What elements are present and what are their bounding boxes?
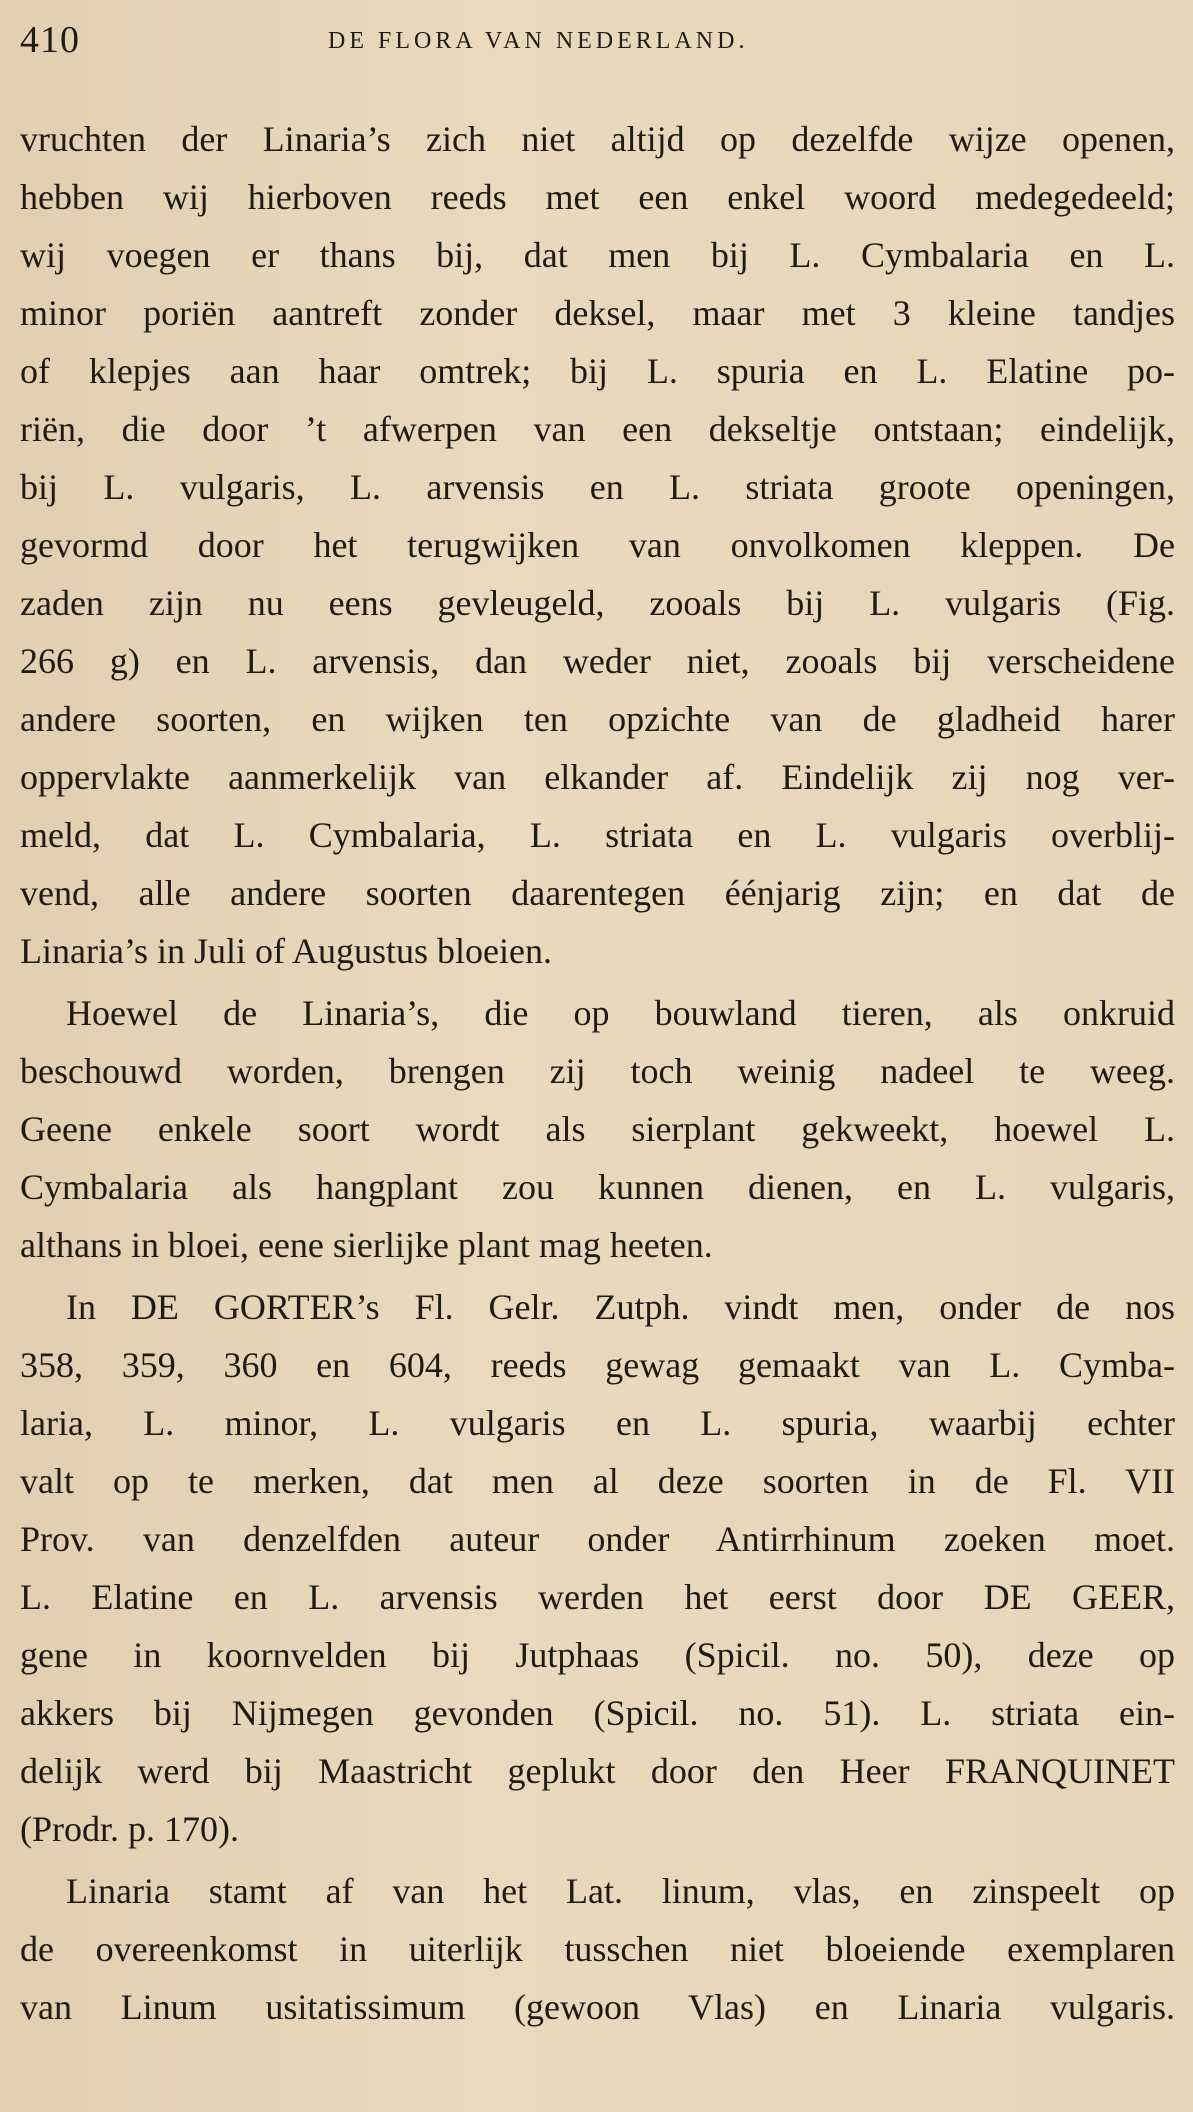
text-line: minor poriën aantreft zonder deksel, maar met 3 kleine tandjes <box>20 293 1175 333</box>
text-line: In DE GORTER’s Fl. Gelr. Zutph. vindt men, onder de nos <box>66 1287 1175 1327</box>
text-line: beschouwd worden, brengen zij toch weinig nadeel te weeg. <box>20 1051 1175 1091</box>
text-line: Geene enkele soort wordt als sierplant gekweekt, hoewel L. <box>20 1109 1175 1149</box>
text-line: bij L. vulgaris, L. arvensis en L. striata groote openingen, <box>20 467 1175 507</box>
text-line: 358, 359, 360 en 604, reeds gewag gemaakt van L. Cymba- <box>20 1345 1175 1385</box>
text-line: andere soorten, en wijken ten opzichte van de gladheid harer <box>20 699 1175 739</box>
text-line: Linaria’s in Juli of Augustus bloeien. <box>20 931 552 971</box>
paragraph <box>20 1862 1175 2036</box>
text-line: gene in koornvelden bij Jutphaas (Spicil. no. 50), deze op <box>20 1635 1175 1675</box>
text-line: de overeenkomst in uiterlijk tusschen niet bloeiende exemplaren <box>20 1929 1175 1969</box>
text-line: zaden zijn nu eens gevleugeld, zooals bij L. vulgaris (Fig. <box>20 583 1175 623</box>
text-line: (Prodr. p. 170). <box>20 1809 239 1849</box>
text-line: meld, dat L. Cymbalaria, L. striata en L. vulgaris overblij- <box>20 815 1175 855</box>
page-number: 410 <box>20 19 80 61</box>
text-line: vend, alle andere soorten daarentegen éénjarig zijn; en dat de <box>20 873 1175 913</box>
text-line: vruchten der Linaria’s zich niet altijd op dezelfde wijze openen, <box>20 119 1175 159</box>
text-line: Linaria stamt af van het Lat. linum, vlas, en zinspeelt op <box>66 1871 1175 1911</box>
text-line: laria, L. minor, L. vulgaris en L. spuria, waarbij echter <box>20 1403 1175 1443</box>
text-line: 266 g) en L. arvensis, dan weder niet, zooals bij verscheidene <box>20 641 1175 681</box>
text-line: van Linum usitatissimum (gewoon Vlas) en Linaria vulgaris. <box>20 1987 1175 2027</box>
text-line: akkers bij Nijmegen gevonden (Spicil. no. 51). L. striata ein- <box>20 1693 1175 1733</box>
page-header <box>20 18 1170 78</box>
text-line: Prov. van denzelfden auteur onder Antirrhinum zoeken moet. <box>20 1519 1175 1559</box>
paragraph <box>20 110 1175 980</box>
text-line: Cymbalaria als hangplant zou kunnen dienen, en L. vulgaris, <box>20 1167 1175 1207</box>
running-head: DE FLORA VAN NEDERLAND. <box>328 28 749 54</box>
text-line: delijk werd bij Maastricht geplukt door den Heer FRANQUINET <box>20 1751 1175 1791</box>
text-line: wij voegen er thans bij, dat men bij L. Cymbalaria en L. <box>20 235 1175 275</box>
text-line: althans in bloei, eene sierlijke plant mag heeten. <box>20 1225 713 1265</box>
text-line: riën, die door ’t afwerpen van een dekseltje ontstaan; eindelijk, <box>20 409 1175 449</box>
paragraph <box>20 1278 1175 1858</box>
text-line: Hoewel de Linaria’s, die op bouwland tieren, als onkruid <box>66 993 1175 1033</box>
text-line: valt op te merken, dat men al deze soorten in de Fl. VII <box>20 1461 1175 1501</box>
text-line: of klepjes aan haar omtrek; bij L. spuria en L. Elatine po- <box>20 351 1175 391</box>
body-text <box>20 110 1175 2040</box>
text-line: hebben wij hierboven reeds met een enkel woord medegedeeld; <box>20 177 1175 217</box>
paragraph <box>20 984 1175 1274</box>
text-line: oppervlakte aanmerkelijk van elkander af. Eindelijk zij nog ver- <box>20 757 1175 797</box>
text-line: gevormd door het terugwijken van onvolkomen kleppen. De <box>20 525 1175 565</box>
text-line: L. Elatine en L. arvensis werden het eerst door DE GEER, <box>20 1577 1175 1617</box>
